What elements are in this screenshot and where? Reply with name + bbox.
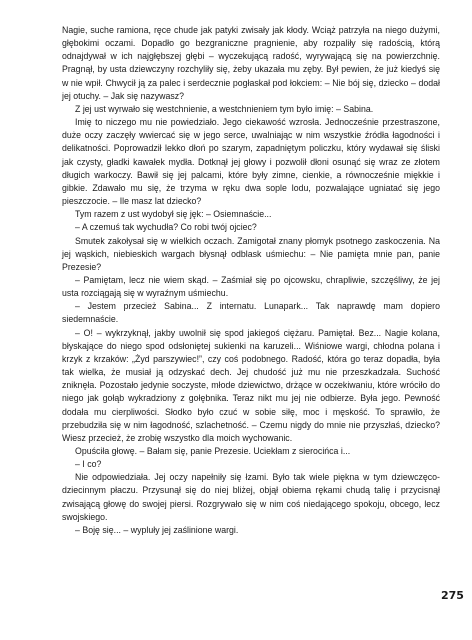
- paragraph: – O! – wykrzyknął, jakby uwolnił się spod jakiegoś ciężaru. Pamiętał. Bez... Nagie kolana, błyskające do niego spod odsłoniętej sukienki na karuzeli... Wiśniowe wargi, chłodna polana i krzyk z krzaków: „Żyd parszywiec!”, czy coś podobnego. Radość, która go teraz dopadła, była tak wielka, że musiał ją odzyskać dech. Jej chudość już mu nie przeszkadzała. Suchość zniknęła. Pozostało jedynie soczyste, młode dziewictwo, drżące w oczekiwaniu, które wróciło do niego jak gołąb wykradziony z gołębnika. Teraz nikt mu jej nie odbierze. Była jego. Pewność dodała mu cierpliwości. Słodko było czuć w sobie siłę, moc i męskość. To sprawiło, że przebudziła się w nim łagodność, szlachetność. – Czemu nigdy do mnie nie przyszłaś, dziecko? Wiesz przecież, że zrobię wszystko dla moich wychowanic.: [62, 327, 440, 443]
- paragraph: Z jej ust wyrwało się westchnienie, a westchnieniem tym było imię: – Sabina.: [75, 103, 374, 114]
- paragraph: – Pamiętam, lecz nie wiem skąd. – Zaśmiał się po ojcowsku, chrapliwie, szczęśliwy, że jej usta rozciągają się w wyraźnym uśmiechu.: [62, 274, 440, 299]
- page-number: 275: [441, 589, 464, 602]
- paragraph: – Jestem przecież Sabina... Z internatu. Lunapark... Tak naprawdę mam dopiero siedemnaście.: [62, 301, 440, 325]
- paragraph: – A czemuś tak wychudła? Co robi twój ojciec?: [75, 222, 257, 233]
- paragraph: Imię to niczego mu nie powiedziało. Jego ciekawość wzrosła. Jednocześnie przestraszone, duże oczy zaczęły wwiercać się w jego serce, uwalniając w nim wszystkie źródła łagodności i delikatności. Poprowadził lekko dłoń po szarym, zapadniętym policzku, który wydawał się śliski jak czysty, gładki kawałek mydła. Dotknął jej głowy i pozwolił dłoni osunąć się wraz ze złotem długich warkoczy. Bawił się jej palcami, które były zimne, cienkie, a równocześnie miękkie i gibkie. Zdawało mu się, że trzyma w ręku dwa sople lodu, pozwalające ugniatać się jego pieszczocie. – Ile masz lat dziecko?: [62, 117, 440, 207]
- paragraph: Smutek zakołysał się w wielkich oczach. Zamigotał znany płomyk psotnego zaskoczenia. Na jej wąskich, niebieskich wargach błysnął odblask uśmiechu: – Nie pamięta mnie pan, panie Prezesie?: [62, 235, 440, 272]
- paragraph: – I co?: [75, 459, 102, 470]
- paragraph: Opuściła głowę. – Bałam się, panie Prezesie. Uciekłam z sierocińca i...: [75, 446, 351, 456]
- paragraph: – Boję się... – wypluły jej zaślinione wargi.: [75, 524, 239, 535]
- paragraph: Tym razem z ust wydobył się jęk: – Osiemnaście...: [75, 209, 272, 220]
- body-text: [62, 24, 440, 537]
- paragraph: Nagie, suche ramiona, ręce chude jak patyki zwisały jak kłody. Wciąż patrzyła na niego dużymi, głębokimi oczami. Dopadło go bezgraniczne pragnienie, aby rozpaliły się radością, którą odnajdywał w ich najgłębszej głębi – wyczekującą radość, wyrywającą się na powierzchnię. Pragnął, by usta dziewczyny rozchyliły się, żeby ukazała mu zęby. Był pewien, że już kiedyś się w nie wpił. Chwycił ją za palec i serdecznie pogłaskał pod łokciem: – Nie bój się, dziecko – dodał jej otuchy. – Jak się nazywasz?: [62, 25, 440, 101]
- paragraph: Nie odpowiedziała. Jej oczy napełniły się łzami. Było tak wiele piękna w tym dziewczęco-dziecinnym płaczu. Przysunął się do niej bliżej, objął obiema rękami chudą talię i przycisnął zwisającą głowę do swojej piersi. Rozgrywało się w nim coś niedającego spokoju, obcego, lecz swojskiego.: [62, 472, 440, 522]
